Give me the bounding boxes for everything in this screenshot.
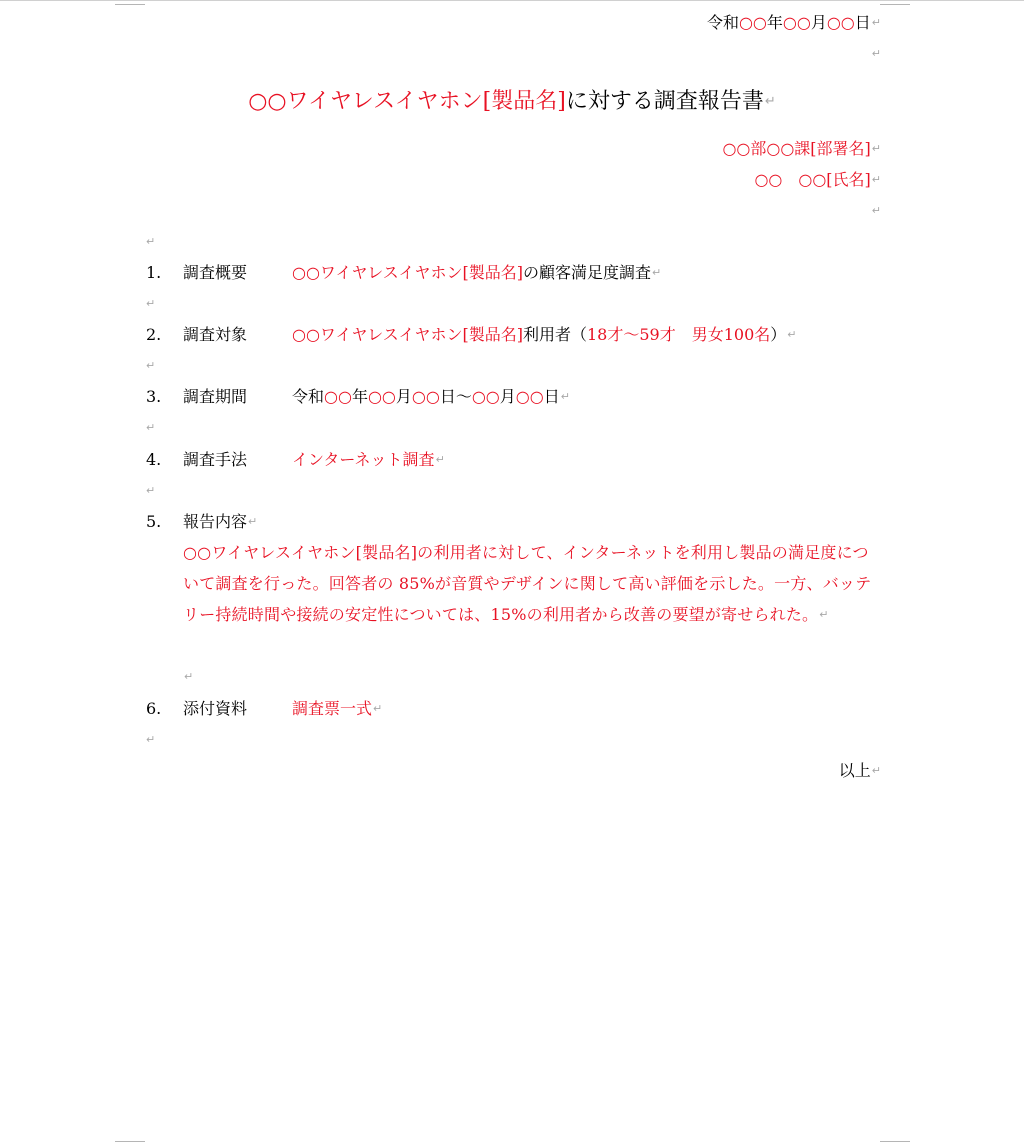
item-value (292, 387, 570, 407)
period-end-month-suffix: 月 (499, 387, 516, 406)
report-body-text: ○○ワイヤレスイヤホン[製品名]の利用者に対して、インターネットを利用し製品の満足度について調査を行った。回答者の 85%が音質やデザインに関して高い評価を示した。一方、バッテリー持続時間や接続の安定性については、15%の利用者から改善の要望が寄せられた。 (183, 543, 872, 624)
empty-line (145, 356, 155, 376)
paragraph-mark: ↵ (146, 359, 156, 372)
department-name: ○○部○○課[部署名] (722, 139, 871, 158)
empty-line (145, 481, 155, 501)
paragraph-mark: ↵ (871, 16, 881, 29)
empty-line (871, 201, 881, 221)
item-label: 調査期間 (183, 387, 248, 406)
item-value-text: 利用者（ (522, 325, 587, 344)
empty-line (145, 418, 155, 438)
crop-mark-top-left (115, 4, 145, 5)
empty-line (871, 44, 881, 64)
empty-line (145, 232, 155, 252)
date-year-suffix: 年 (766, 13, 783, 32)
paragraph-mark: ↵ (764, 94, 776, 109)
paragraph-mark: ↵ (871, 204, 881, 217)
item-label: 調査概要 (183, 263, 248, 282)
paragraph-mark: ↵ (146, 297, 156, 310)
item-number: 2. (146, 325, 162, 344)
paragraph-mark: ↵ (871, 47, 881, 60)
period-day: ○○ (411, 387, 440, 406)
item-number: 3. (146, 387, 162, 406)
paragraph-mark: ↵ (819, 608, 829, 621)
report-body (183, 537, 883, 630)
item-value-text: の顧客満足度調査 (522, 263, 651, 282)
item-number: 5. (146, 512, 162, 531)
date-era: 令和 (706, 13, 739, 32)
author-name: ○○ ○○[氏名] (754, 170, 871, 189)
item-value-attachment: 調査票一式 (292, 699, 373, 718)
item-value-close: ） (770, 325, 787, 344)
item-label: 調査手法 (183, 450, 248, 469)
item-value (292, 699, 382, 719)
crop-mark-top-right (880, 4, 910, 5)
item-value (292, 325, 796, 345)
crop-mark-bottom-left (115, 1141, 145, 1142)
paragraph-mark: ↵ (146, 733, 156, 746)
item-number: 4. (146, 450, 162, 469)
period-month-suffix: 月 (395, 387, 412, 406)
paragraph-mark: ↵ (248, 515, 258, 528)
date-month: ○○ (782, 13, 811, 32)
item-label: 調査対象 (183, 325, 248, 344)
date-month-suffix: 月 (810, 13, 827, 32)
page-title (0, 88, 1024, 116)
paragraph-mark: ↵ (871, 173, 881, 186)
paragraph-mark: ↵ (146, 421, 156, 434)
item-number: 1. (146, 263, 162, 282)
title-product: ○○ワイヤレスイヤホン[製品名] (248, 89, 566, 114)
paragraph-mark: ↵ (373, 702, 383, 715)
paragraph-mark: ↵ (560, 390, 570, 403)
period-year: ○○ (324, 387, 352, 406)
date-line (707, 13, 881, 33)
item-label-text: 報告内容 (183, 512, 248, 531)
date-day: ○○ (826, 13, 855, 32)
period-era: 令和 (292, 387, 325, 406)
item-value-product: ○○ワイヤレスイヤホン[製品名] (292, 263, 523, 282)
period-end-month: ○○ (471, 387, 500, 406)
item-label (183, 512, 257, 532)
closing-text: 以上 (838, 761, 871, 780)
paragraph-mark: ↵ (184, 670, 194, 683)
item-value-method: インターネット調査 (292, 450, 435, 469)
paragraph-mark: ↵ (787, 328, 797, 341)
period-end-day-suffix: 日 (543, 387, 560, 406)
department-line (722, 139, 881, 159)
date-day-suffix: 日 (854, 13, 871, 32)
period-day-suffix: 日～ (439, 387, 472, 406)
item-value-product: ○○ワイヤレスイヤホン[製品名] (292, 325, 523, 344)
title-text: に対する調査報告書 (565, 89, 764, 114)
author-line (754, 170, 881, 190)
item-value (292, 450, 445, 470)
period-year-suffix: 年 (351, 387, 368, 406)
empty-line (145, 730, 155, 750)
date-year: ○○ (738, 13, 767, 32)
item-value (292, 263, 661, 283)
period-month: ○○ (367, 387, 396, 406)
empty-line (145, 294, 155, 314)
empty-line (183, 667, 193, 687)
crop-mark-bottom-right (880, 1141, 910, 1142)
paragraph-mark: ↵ (871, 764, 881, 777)
paragraph-mark: ↵ (871, 142, 881, 155)
item-number: 6. (146, 699, 162, 718)
closing-line (839, 761, 881, 781)
paragraph-mark: ↵ (146, 484, 156, 497)
paragraph-mark: ↵ (435, 453, 445, 466)
paragraph-mark: ↵ (651, 266, 662, 279)
period-end-day: ○○ (515, 387, 544, 406)
paragraph-mark: ↵ (146, 235, 156, 248)
item-label: 添付資料 (183, 699, 248, 718)
item-value-target: 18才～59才 男女100名 (586, 325, 771, 344)
page-top-border (0, 0, 1024, 1)
